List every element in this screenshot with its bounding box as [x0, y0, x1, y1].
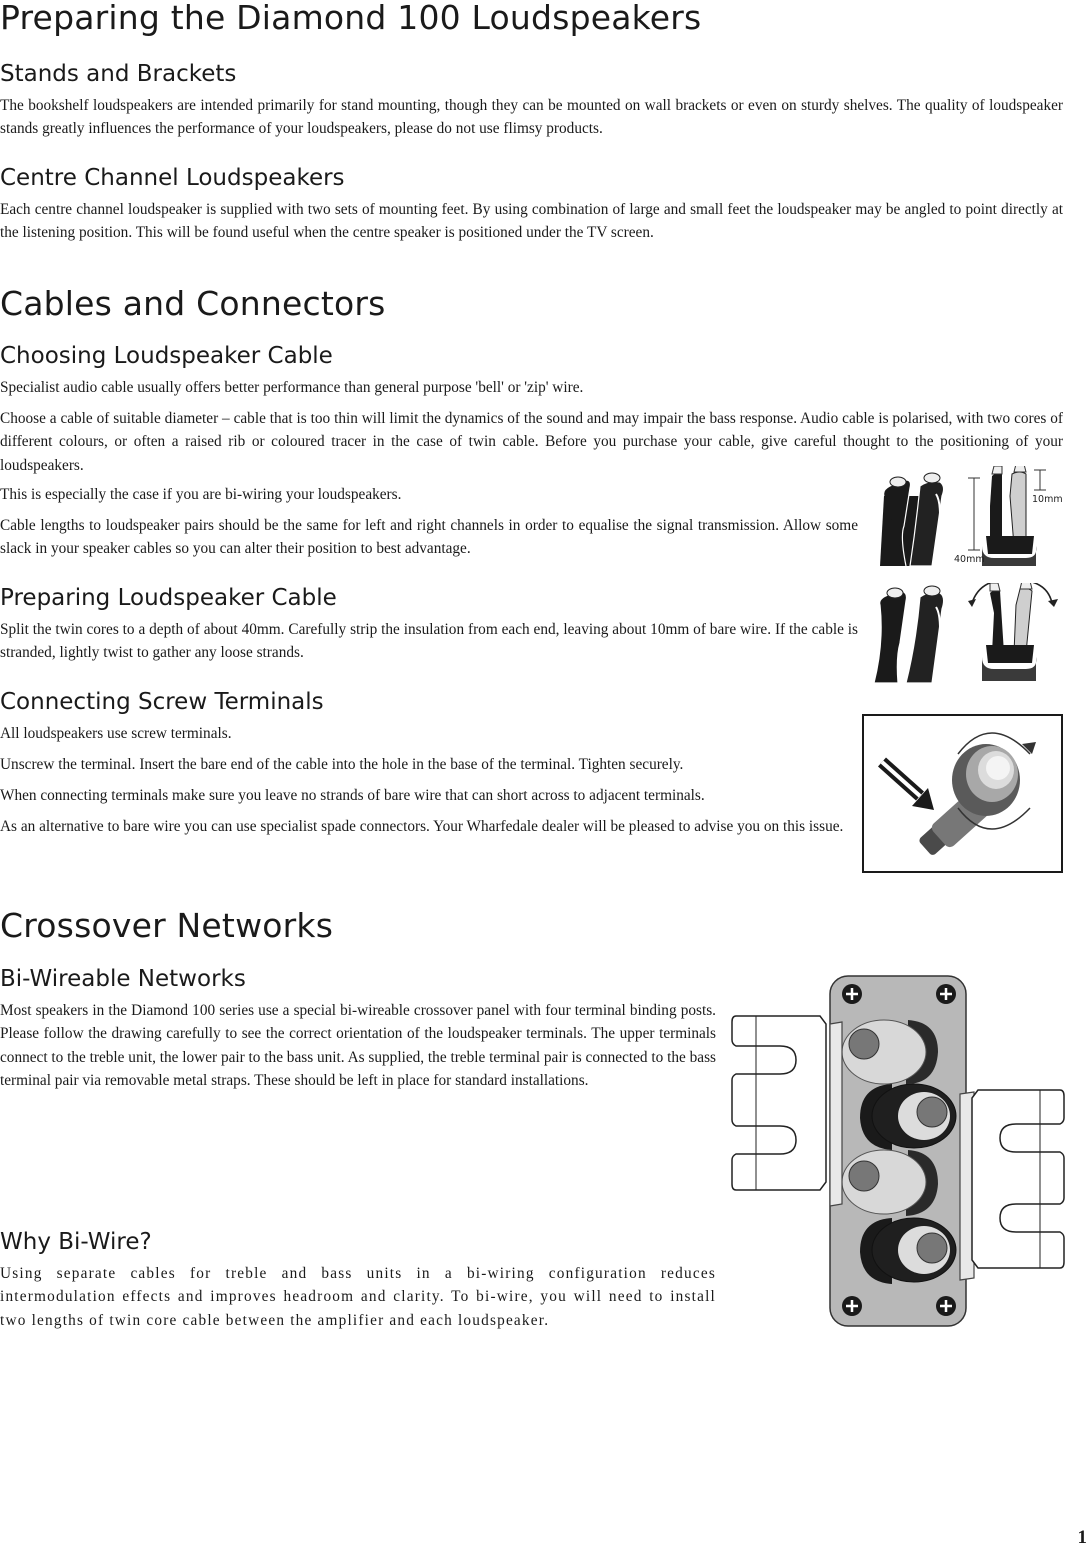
- choosing-text-4: Cable lengths to loudspeaker pairs should be the same for left and right channels in order to equalise the signal transmission. Allow some slack in your speaker cables so you can alter their position to best advantage.: [0, 517, 858, 558]
- stands-heading: Stands and Brackets: [0, 61, 237, 87]
- stripped-cable-illustration: [982, 466, 1036, 566]
- terminal-treble-negative: [860, 1084, 956, 1150]
- terminals-text-4: As an alternative to bare wire you can use specialist spade connectors. Your Wharfedale dealer will be pleased to advise you on this issue.: [0, 818, 844, 835]
- screw-terminal-diagram: [862, 714, 1063, 873]
- terminals-text-3: When connecting terminals make sure you leave no strands of bare wire that can short across to adjacent terminals.: [0, 787, 705, 804]
- panel-screw-bottom-left: [842, 1296, 862, 1316]
- centre-text: Each centre channel loudspeaker is supplied with two sets of mounting feet. By using combination of large and small feet the loudspeaker may be angled to point directly at the listening position. This will be found useful when the centre speaker is positioned under the TV screen.: [0, 201, 1063, 242]
- cable-strip-diagram: [870, 466, 1070, 586]
- terminals-text-1: All loudspeakers use screw terminals.: [0, 725, 232, 742]
- crossover-title: Crossover Networks: [0, 906, 334, 945]
- terminal-treble-positive: [842, 1020, 938, 1084]
- biwireable-heading: Bi-Wireable Networks: [0, 966, 246, 992]
- panel-screw-top-right: [936, 984, 956, 1004]
- centre-heading: Centre Channel Loudspeakers: [0, 165, 345, 191]
- spade-connector-right: [972, 1090, 1064, 1268]
- link-strap-left: [830, 1022, 842, 1206]
- split-cable-illustration: [880, 473, 944, 566]
- cables-title: Cables and Connectors: [0, 284, 386, 323]
- terminals-text-2: Unscrew the terminal. Insert the bare end of the cable into the hole in the base of the terminal. Tighten securely.: [0, 756, 684, 773]
- preparing-text: Split the twin cores to a depth of about 40mm. Carefully strip the insulation from each end, leaving about 10mm of bare wire. If the cable is stranded, lightly twist to gather any loose strands.: [0, 621, 858, 662]
- terminal-bass-negative: [860, 1218, 956, 1284]
- label-10mm: 10mm: [1032, 494, 1063, 505]
- page-number: 1: [1077, 1527, 1087, 1548]
- page-title: Preparing the Diamond 100 Loudspeakers: [0, 0, 702, 37]
- choosing-text-3: This is especially the case if you are bi-wiring your loudspeakers.: [0, 486, 402, 503]
- terminal-bass-positive: [842, 1150, 938, 1216]
- cable-twist-diagram: [868, 583, 1068, 687]
- terminals-heading: Connecting Screw Terminals: [0, 689, 324, 715]
- choosing-text-2: Choose a cable of suitable diameter – cable that is too thin will limit the dynamics of the sound and may impair the bass response. Audio cable is polarised, with two cores of different colours, or often a raised rib or coloured tracer in the case of twin cable. Before you purchase your cable, give careful thought to the positioning of your loudspeakers.: [0, 410, 1063, 474]
- stands-text: The bookshelf loudspeakers are intended primarily for stand mounting, though they can be mounted on wall brackets or even on sturdy shelves. The quality of loudspeaker stands greatly influences the performance of your loudspeakers, please do not use flimsy products.: [0, 97, 1063, 138]
- preparing-heading: Preparing Loudspeaker Cable: [0, 585, 337, 611]
- biwireable-text: Most speakers in the Diamond 100 series use a special bi-wireable crossover panel with four terminal binding posts. Please follow the drawing carefully to see the correct orientation of the loudspeaker terminals. The upper terminals connect to the treble unit, the lower pair to the bass unit. As supplied, the treble terminal pair is connected to the bass terminal pair via removable metal straps. These should be left in place for standard installations.: [0, 1002, 716, 1090]
- label-40mm: 40mm: [954, 554, 985, 565]
- 40mm-measure: [954, 478, 985, 565]
- biwire-panel-diagram: [730, 972, 1066, 1330]
- 10mm-measure: [1032, 470, 1063, 505]
- panel-screw-top-left: [842, 984, 862, 1004]
- choosing-text-1: Specialist audio cable usually offers better performance than general purpose 'bell' or 'zip' wire.: [0, 379, 584, 396]
- why-biwire-text: Using separate cables for treble and bass units in a bi-wiring configuration reduces intermodulation effects and improves headroom and clarity. To bi-wire, you will need to install two lengths of twin core cable between the amplifier and each loudspeaker.: [0, 1265, 716, 1329]
- spade-connector-left: [732, 1016, 826, 1190]
- panel-screw-bottom-right: [936, 1296, 956, 1316]
- choosing-heading: Choosing Loudspeaker Cable: [0, 343, 333, 369]
- stripped-cable-twist-illustration: [968, 583, 1058, 681]
- split-cable-twist-illustration: [874, 586, 944, 683]
- why-biwire-heading: Why Bi-Wire?: [0, 1229, 152, 1255]
